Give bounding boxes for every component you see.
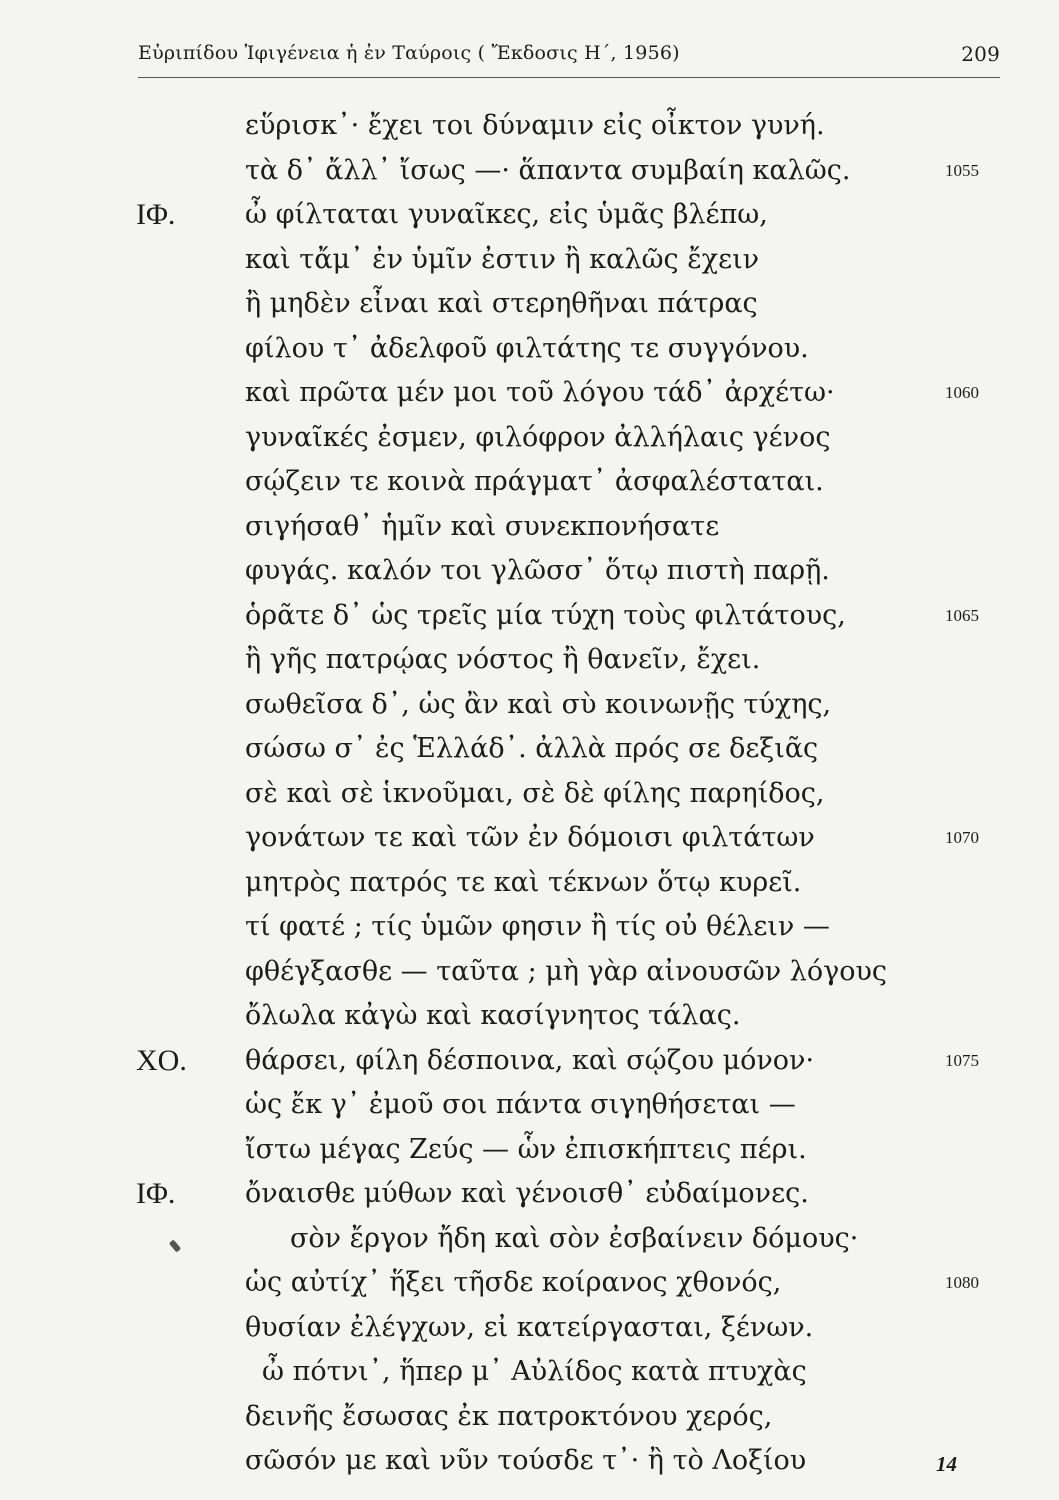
verse-line [0,192,1059,237]
verse-line [0,548,1059,593]
page-number: 209 [961,42,1000,66]
verse-line [0,1038,1059,1083]
verse-line [0,326,1059,371]
verse-line [0,148,1059,193]
verse-text: γονάτων τε καὶ τῶν ἐν δόμοισι φιλτάτων [245,822,815,853]
verse-text: σὸν ἔργον ἤδη καὶ σὸν ἐσβαίνειν δόμους· [290,1222,859,1254]
verse-line [0,1305,1059,1350]
verse-line [0,1260,1059,1305]
verse-line [0,459,1059,504]
line-number: 1075 [945,1050,979,1070]
verse-line [0,993,1059,1038]
line-number: 1065 [945,605,979,625]
verse-line [0,415,1059,460]
verse-line [0,281,1059,326]
verse-text: γυναῖκές ἐσμεν, φιλόφρον ἀλλήλαις γένος [245,421,831,453]
verse-text: ἢ μηδὲν εἶναι καὶ στερηθῆναι πάτρας [245,288,758,319]
verse-text: ἢ γῆς πατρῴας νόστος ἢ θανεῖν, ἔχει. [245,644,761,675]
verse-text: τί φατέ ; τίς ὑμῶν φησιν ἢ τίς οὐ θέλειν — [245,911,830,942]
verse-line [0,237,1059,282]
verse-text: ὄναισθε μύθων καὶ γένοισθ᾽ εὐδαίμονες. [245,1178,809,1209]
verse-text: μητρὸς πατρός τε καὶ τέκνων ὅτῳ κυρεῖ. [245,866,802,898]
verse-text: ὡς αὐτίχ᾽ ἥξει τῆσδε κοίρανος χθονός, [245,1267,782,1298]
verse-text: φθέγξασθε — ταῦτα ; μὴ γὰρ αἰνουσῶν λόγους [245,955,888,987]
verse-line [0,370,1059,415]
verse-text: δεινῆς ἔσωσας ἐκ πατροκτόνου χερός, [245,1400,773,1432]
verse-text: ἴστω μέγας Ζεύς — ὧν ἐπισκήπτεις πέρι. [245,1133,807,1165]
verse-text: σώσω σ᾽ ἐς Ἑλλάδ᾽. ἀλλὰ πρός σε δεξιᾶς [245,733,819,764]
verse-text: τὰ δ᾽ ἄλλ᾽ ἴσως —· ἅπαντα συμβαίη καλῶς. [245,154,851,186]
verse-line [0,771,1059,816]
header-rule [138,77,1000,78]
verse-line [0,726,1059,771]
verse-text: ὡς ἔκ γ᾽ ἐμοῦ σοι πάντα σιγηθήσεται — [245,1089,796,1120]
line-number: 1070 [945,828,979,847]
verse-text: φίλου τ᾽ ἀδελφοῦ φιλτάτης τε συγγόνου. [245,332,809,364]
signature-mark: 14 [936,1452,957,1476]
verse-text: καὶ πρῶτα μέν μοι τοῦ λόγου τάδ᾽ ἀρχέτω· [245,377,835,408]
line-number: 1080 [945,1273,979,1292]
verse-line [0,1082,1059,1127]
verse-line [0,815,1059,860]
verse-line [0,904,1059,949]
verse-text: ὦ φίλταται γυναῖκες, εἰς ὑμᾶς βλέπω, [245,199,768,230]
line-number: 1055 [945,160,979,180]
verse-text: σὲ καὶ σὲ ἱκνοῦμαι, σὲ δὲ φίλης παρηίδος, [245,777,825,809]
verse-line [0,1216,1059,1261]
verse-text: ὦ πότνι᾽, ἥπερ μ᾽ Αὐλίδος κατὰ πτυχὰς [262,1356,807,1387]
verse-text: καὶ τἄμ᾽ ἐν ὑμῖν ἐστιν ἢ καλῶς ἔχειν [245,243,760,275]
verse-line [0,1394,1059,1439]
verse-text: σῶσόν με καὶ νῦν τούσδε τ᾽· ἢ τὸ Λοξίου [245,1445,807,1476]
header-title: Εὐριπίδου Ἰφιγένεια ἡ ἐν Ταύροις ( Ἔκδοσις Η΄, 1956) [138,42,680,64]
verse-line [0,860,1059,905]
verse-text: εὕρισκ᾽· ἔχει τοι δύναμιν εἰς οἶκτον γυνή. [245,110,825,141]
verse-line [0,103,1059,148]
speaker-label: ΙΦ. [136,1177,176,1210]
verse-line [0,682,1059,727]
verse-line [0,593,1059,638]
verse-line [0,949,1059,994]
verse-text: θυσίαν ἐλέγχων, εἰ κατείργασται, ξένων. [245,1311,814,1343]
verse-line [0,637,1059,682]
verse-line [0,1438,1059,1483]
verse-text: θάρσει, φίλη δέσποινα, καὶ σῴζου μόνον· [245,1044,815,1076]
verse-line [0,1171,1059,1216]
verse-text: σῴζειν τε κοινὰ πράγματ᾽ ἀσφαλέσταται. [245,466,824,497]
verse-line [0,1349,1059,1394]
verse-text: ὄλωλα κἀγὼ καὶ κασίγνητος τάλας. [245,1000,741,1031]
verse-text: φυγάς. καλόν τοι γλῶσσ᾽ ὅτῳ πιστὴ παρῇ. [245,555,830,586]
verse-line [0,1127,1059,1172]
speaker-label: ΧΟ. [136,1043,187,1077]
line-number: 1060 [945,383,979,402]
verse-line [0,504,1059,549]
speaker-label: ΙΦ. [136,198,176,231]
verse-text: σωθεῖσα δ᾽, ὡς ἂν καὶ σὺ κοινωνῇς τύχης, [245,688,832,720]
verse-text: ὁρᾶτε δ᾽ ὡς τρεῖς μία τύχη τοὺς φιλτάτους, [245,599,846,631]
verse-text: σιγήσαθ᾽ ἡμῖν καὶ συνεκπονήσατε [245,510,720,542]
